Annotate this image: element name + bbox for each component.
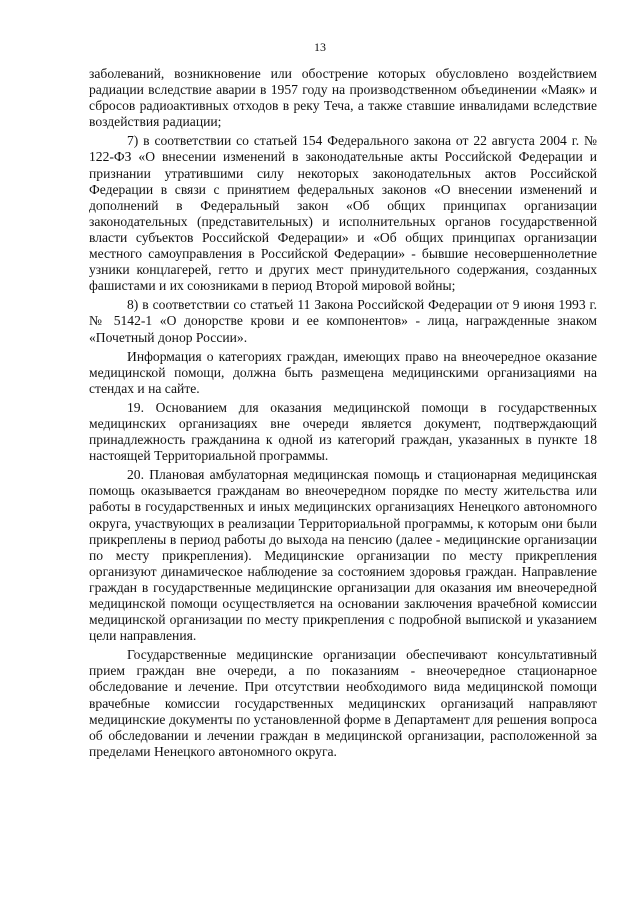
- page-number: 13: [314, 40, 326, 54]
- paragraph-info-placement: Информация о категориях граждан, имеющих право на внеочередное оказание медицинской помощи, должна быть размещена медицинскими организациями на стендах и на сайте.: [89, 348, 597, 396]
- paragraph-item-8: 8) в соответствии со статьей 11 Закона Российской Федерации от 9 июня 1993 г. № 5142-1 «О донорстве крови и ее компонентов» - лица, награжденные знаком «Почетный донор России».: [89, 297, 597, 345]
- paragraph-item-20: 20. Плановая амбулаторная медицинская помощь и стационарная медицинская помощь оказывается гражданам во внеочередном порядке по месту жительства или работы в государственных и иных медицинских организациях Ненецкого автономного округа, участвующих в реализации Территориальной программы, к которым они были прикреплены в период работы до выхода на пенсию (далее - медицинские организации по месту прикрепления). Медицинские организации по месту прикрепления организуют динамическое наблюдение за состоянием здоровья граждан. Направление граждан в государственные медицинские организации для оказания им внеочередной медицинской помощи осуществляется на основании заключения врачебной комиссии медицинской организации по месту прикрепления с подробной выпиской и указанием цели направления.: [89, 467, 597, 644]
- paragraph-radiation-continuation: заболеваний, возникновение или обострение которых обусловлено воздействием радиации вследствие аварии в 1957 году на производственном объединении «Маяк» и сбросов радиоактивных отходов в реку Теча, а также ставшие инвалидами вследствие воздействия радиации;: [89, 66, 597, 130]
- paragraph-consultative-care: Государственные медицинские организации обеспечивают консультативный прием граждан вне очереди, а по показаниям - внеочередное стационарное обследование и лечение. При отсутствии необходимого вида медицинской помощи врачебные комиссии государственных медицинских организаций направляют медицинские документы по установленной форме в Департамент для решения вопроса об обследовании и лечении граждан в медицинской организации, расположенной за пределами Ненецкого автономного округа.: [89, 647, 597, 759]
- paragraph-item-19: 19. Основанием для оказания медицинской помощи в государственных медицинских организациях вне очереди является документ, подтверждающий принадлежность гражданина к одной из категорий граждан, указанных в пункте 18 настоящей Территориальной программы.: [89, 399, 597, 464]
- paragraph-item-7: 7) в соответствии со статьей 154 Федерального закона от 22 августа 2004 г. № 122-ФЗ «О внесении изменений в законодательные акты Российской Федерации и признании утратившими силу некоторых законодательных актов Российской Федерации в связи с принятием федеральных законов «О внесении изменений и дополнений в Федеральный закон «Об общих принципах организации законодательных (представительных) и исполнительных органов государственной власти субъектов Российской Федерации» и «Об общих принципах организации местного самоуправления в Российской Федерации» - бывшие несовершеннолетние узники концлагерей, гетто и других мест принудительного содержания, созданных фашистами и их союзниками в период Второй мировой войны;: [89, 133, 597, 294]
- document-body: [89, 66, 597, 763]
